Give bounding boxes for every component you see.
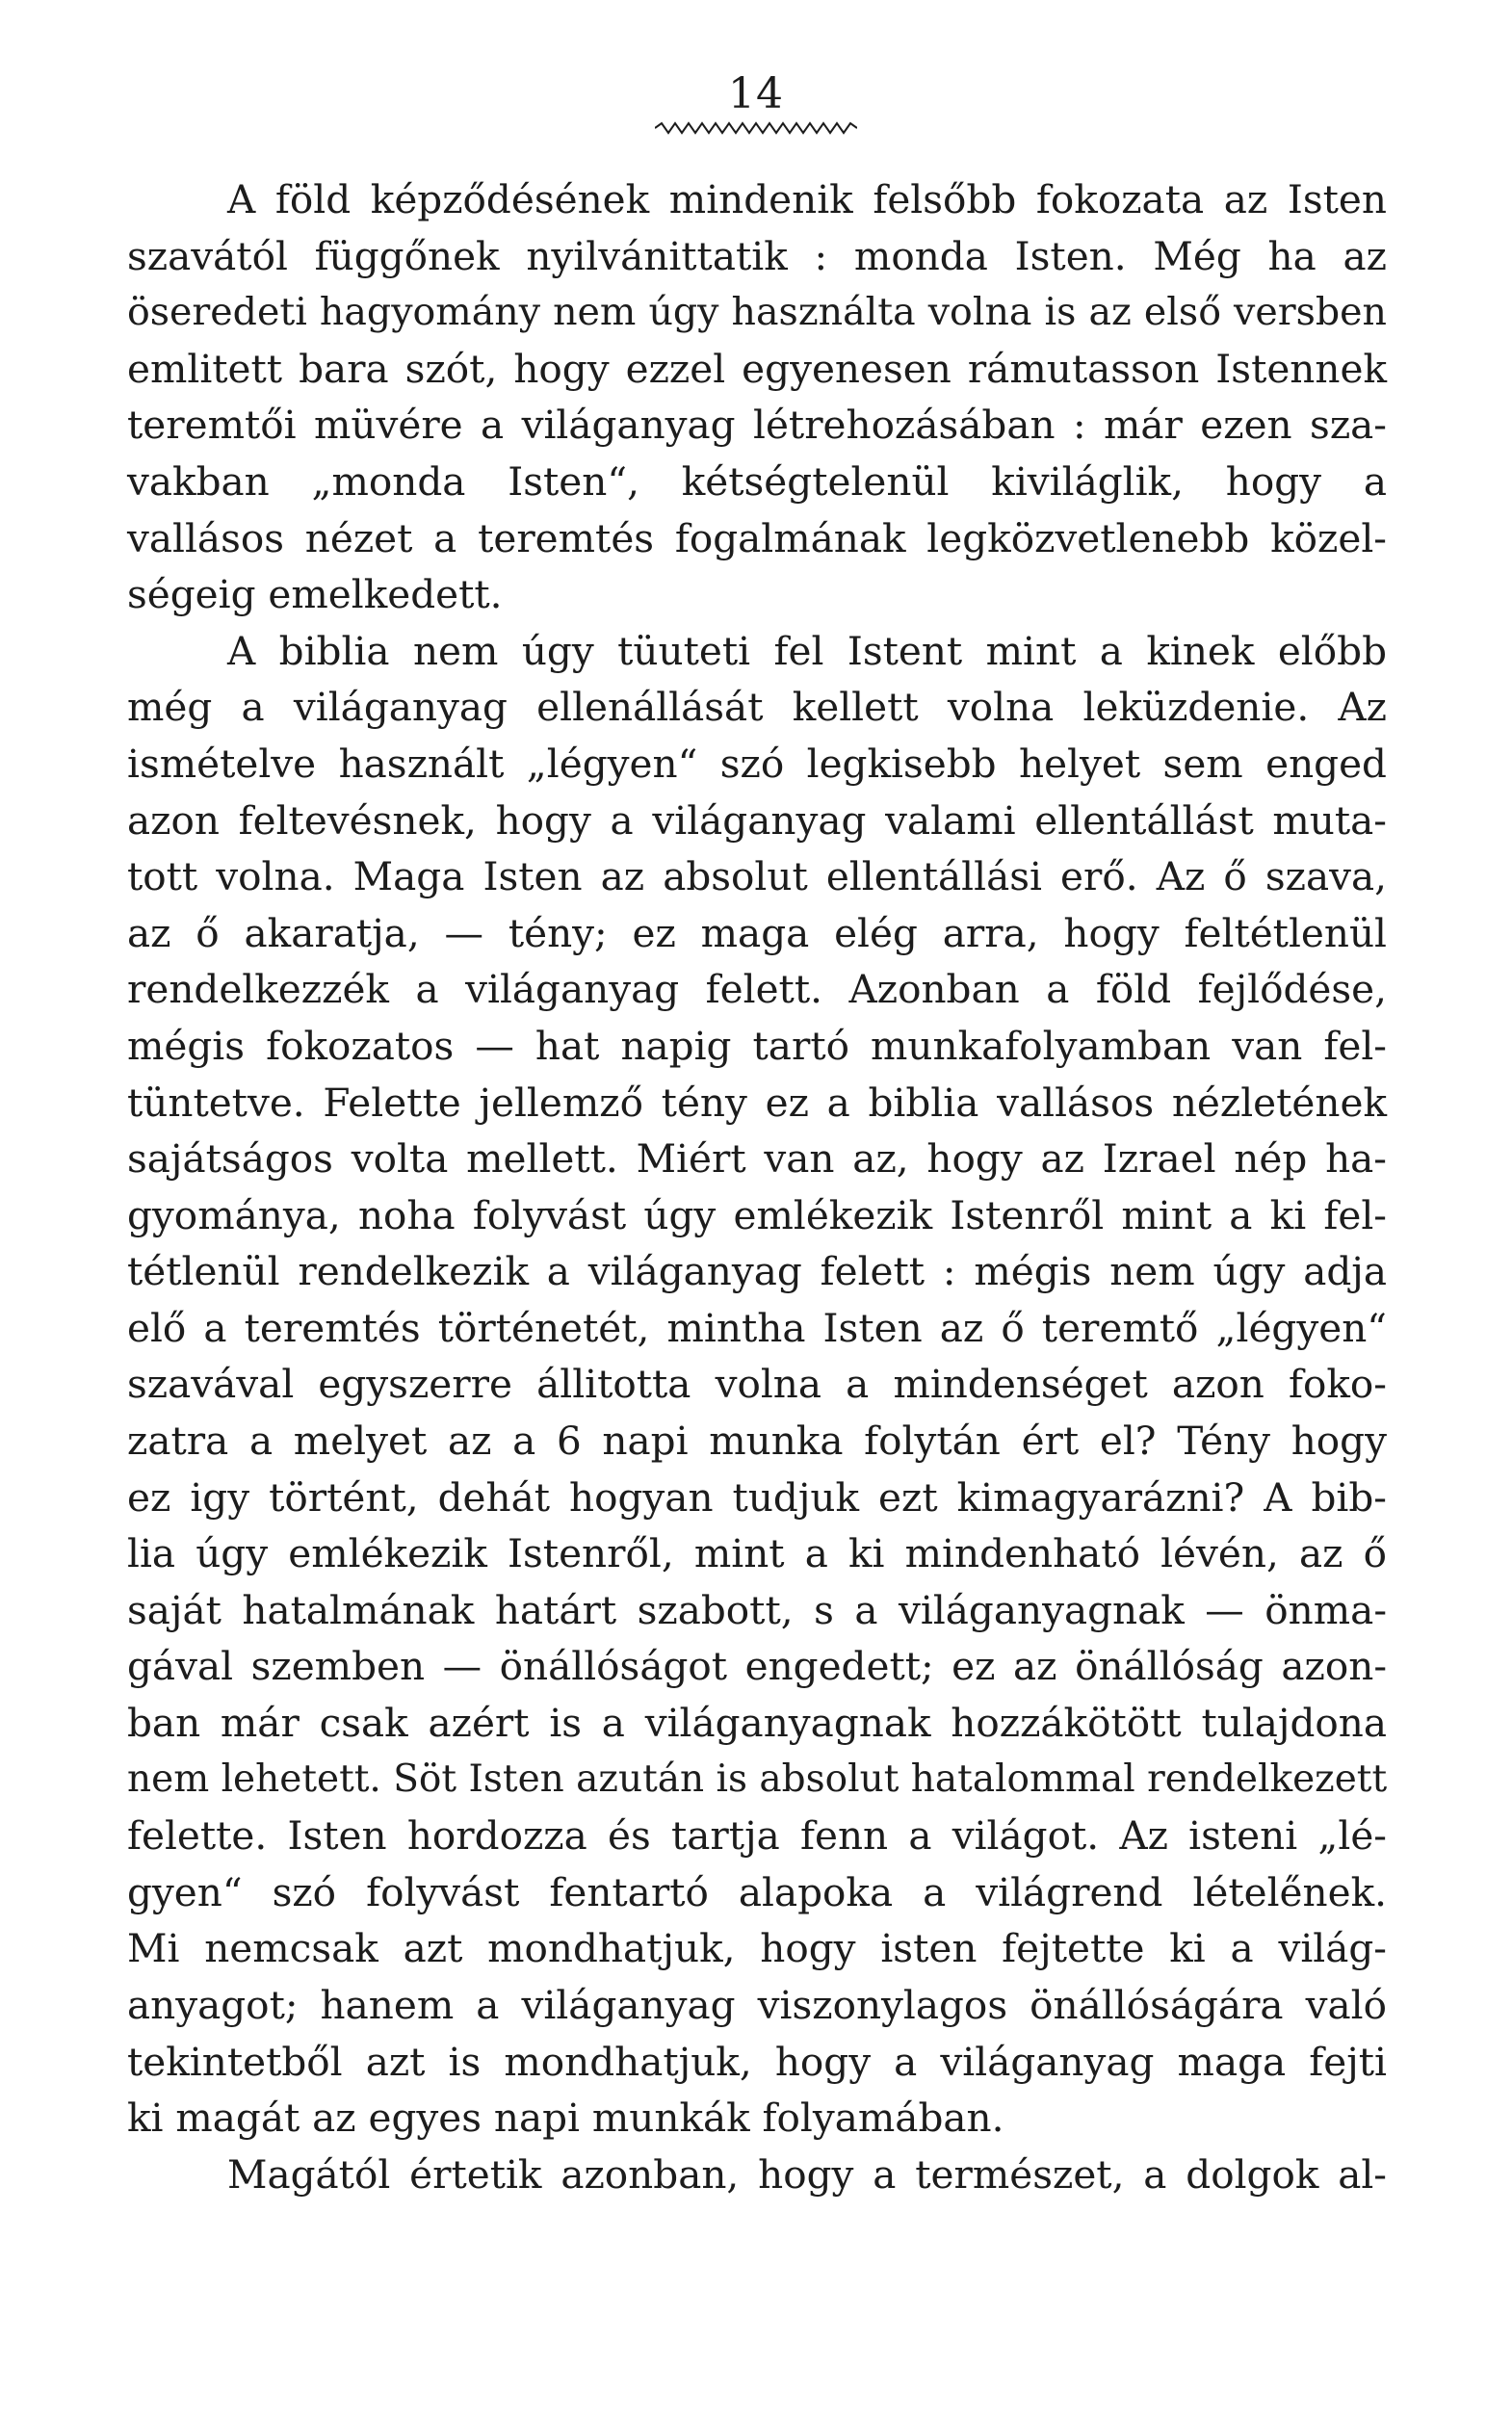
page-number-ornament	[655, 121, 857, 135]
text-line: saját hatalmának határt szabott, s a világanyagnak — önma-	[127, 1586, 1387, 1633]
text-line: tüntetve. Felette jellemző tény ez a biblia vallásos nézletének	[127, 1079, 1387, 1126]
text-line: A föld képződésének mindenik felsőbb fokozata az Isten	[227, 176, 1387, 222]
text-line: sajátságos volta mellett. Miért van az, hogy az Izrael nép ha-	[127, 1135, 1387, 1183]
text-line: szavától függőnek nyilvánittatik : monda Isten. Még ha az	[127, 232, 1387, 279]
page-number: 14	[728, 69, 784, 118]
text-line: felette. Isten hordozza és tartja fenn a világot. Az isteni „lé-	[127, 1812, 1387, 1860]
text-line: az ő akaratja, — tény; ez maga elég arra, hogy feltétlenül	[127, 909, 1387, 956]
text-line: Mi nemcsak azt mondhatjuk, hogy isten fejtette ki a világ-	[127, 1925, 1387, 1972]
text-line: ez igy történt, dehát hogyan tudjuk ezt kimagyarázni? A bib-	[127, 1473, 1387, 1521]
text-line: szavával egyszerre állitotta volna a mindenséget azon foko-	[127, 1361, 1387, 1408]
text-line: Magától értetik azonban, hogy a természet, a dolgok al-	[227, 2150, 1387, 2198]
body-text	[127, 171, 1387, 2202]
text-line: gyen“ szó folyvást fentartó alapoka a világrend létele̋nek.	[127, 1868, 1387, 1915]
text-line: A biblia nem úgy tüuteti fel Istent mint a kinek előbb	[227, 627, 1387, 674]
text-line: ismételve használt „légyen“ szó legkisebb helyet sem enged	[127, 740, 1387, 787]
text-line: tekintetből azt is mondhatjuk, hogy a világanyag maga fejti	[127, 2038, 1387, 2085]
text-line: azon feltevésnek, hogy a világanyag valami ellentállást muta-	[127, 796, 1387, 844]
text-line: lia úgy emlékezik Istenről, mint a ki mindenható lévén, az ő	[127, 1530, 1387, 1577]
text-line: vallásos nézet a teremtés fogalmának legközvetlenebb közel-	[127, 514, 1387, 561]
text-line: ki magát az egyes napi munkák folyamában.	[127, 2095, 1004, 2142]
text-line: tott volna. Maga Isten az absolut ellentállási erő. Az ő szava,	[127, 853, 1387, 900]
text-line: ban már csak azért is a világanyagnak hozzákötött tulajdona	[127, 1700, 1387, 1747]
text-line: rendelkezzék a világanyag felett. Azonban a föld fejlődése,	[127, 966, 1387, 1013]
text-line: nem lehetett. Söt Isten azután is absolut hatalommal rendelkezett	[127, 1757, 1388, 1801]
text-line: ségeig emelkedett.	[127, 571, 503, 618]
text-line: anyagot; hanem a világanyag viszonylagos önállóságára való	[127, 1982, 1387, 2028]
text-line: gával szemben — önállóságot engedett; ez az önállóság azon-	[127, 1643, 1387, 1690]
text-line: elő a teremtés történetét, mintha Isten az ő teremtő „légyen“	[127, 1304, 1387, 1351]
text-line: gyománya, noha folyvást úgy emlékezik Istenről mint a ki fel-	[127, 1191, 1387, 1238]
text-line: vakban „monda Isten“, kétségtelenül kiviláglik, hogy a	[127, 457, 1387, 505]
text-line: még a világanyag ellenállását kellett volna leküzdenie. Az	[127, 684, 1387, 731]
text-line: zatra a melyet az a 6 napi munka folytán ért el? Tény hogy	[127, 1418, 1387, 1465]
text-line: emlitett bara szót, hogy ezzel egyenesen rámutasson Istennek	[127, 345, 1387, 392]
text-line: tétlenül rendelkezik a világanyag felett : mégis nem úgy adja	[127, 1248, 1387, 1295]
text-line: mégis fokozatos — hat napig tartó munkafolyamban van fel-	[127, 1022, 1387, 1069]
text-line: teremtői müvére a világanyag létrehozásában : már ezen sza-	[127, 402, 1387, 449]
text-line: öseredeti hagyomány nem úgy használta volna is az első versben	[127, 290, 1387, 335]
